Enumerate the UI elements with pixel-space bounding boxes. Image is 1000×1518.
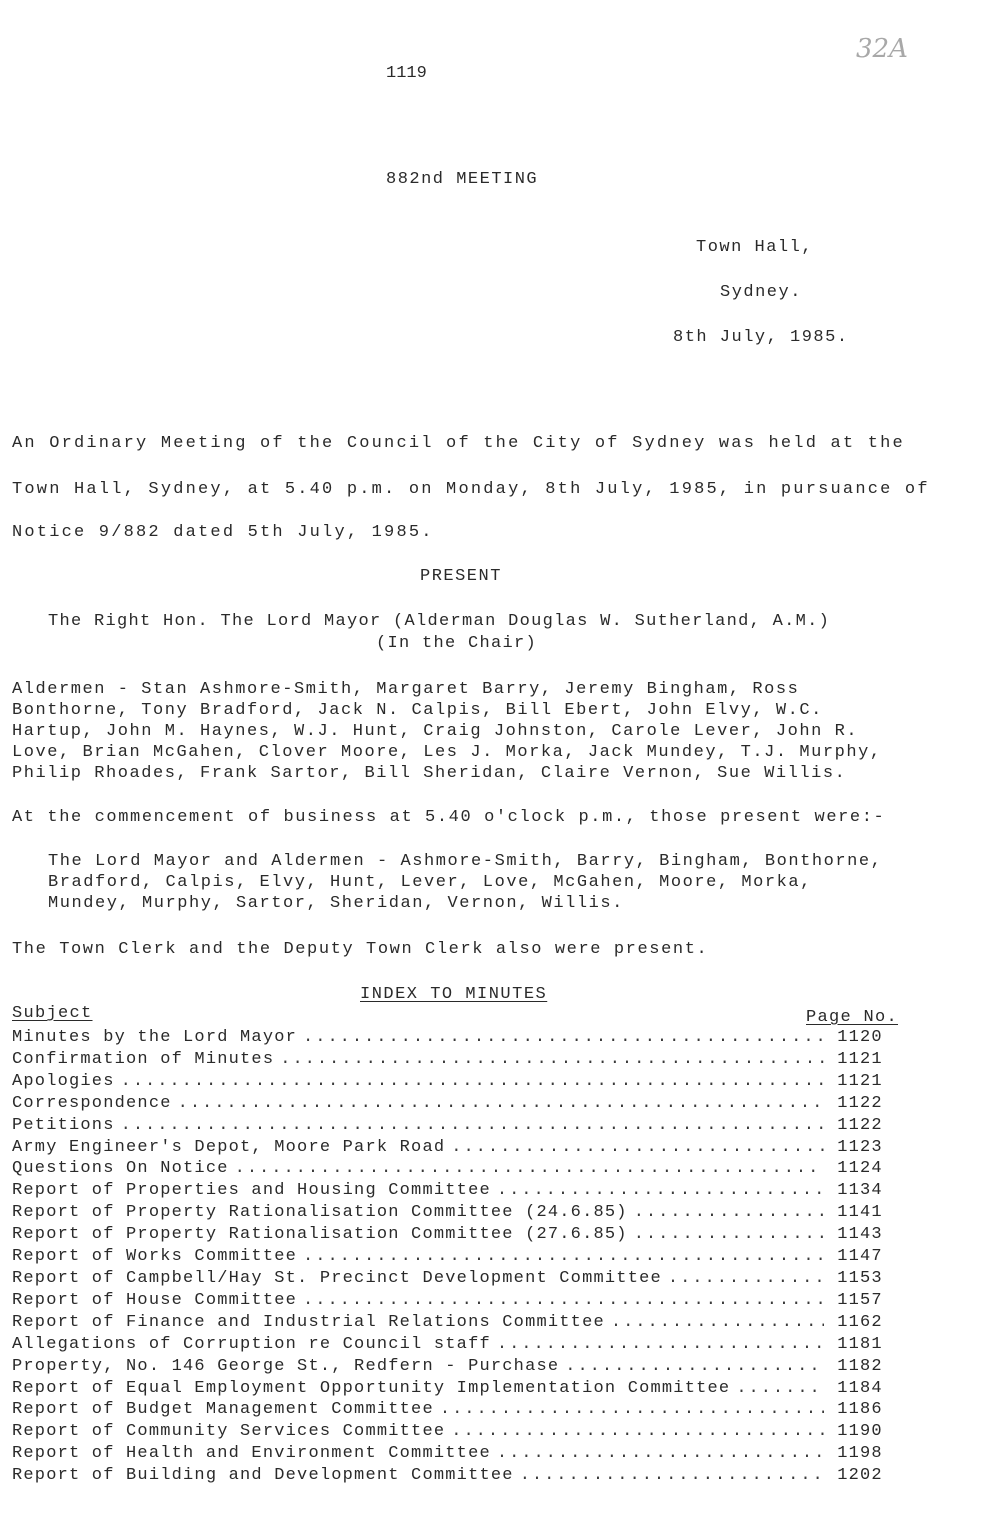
index-subject: Report of Building and Development Committee (12, 1466, 514, 1486)
index-row (12, 1268, 890, 1290)
index-subject: Report of Finance and Industrial Relations Committee (12, 1312, 605, 1332)
leader-dots (451, 1421, 824, 1443)
aldermen-line: Bonthorne, Tony Bradford, Jack N. Calpis, Bill Ebert, John Elvy, W.C. (12, 701, 823, 720)
index-row (12, 1312, 890, 1334)
intro-line-2: Town Hall, Sydney, at 5.40 p.m. on Monday, 8th July, 1985, in pursuance of (12, 480, 930, 499)
index-row (12, 1093, 890, 1115)
index-page-header: Page No. (806, 1008, 899, 1027)
leader-dots (634, 1224, 824, 1246)
leader-dots (497, 1180, 824, 1202)
index-row (12, 1334, 890, 1356)
present-heading: PRESENT (420, 567, 502, 586)
index-page: 1122 (837, 1093, 883, 1113)
index-subject: Army Engineer's Depot, Moore Park Road (12, 1137, 446, 1157)
index-page: 1143 (837, 1225, 883, 1245)
index-row (12, 1158, 890, 1180)
index-subject: Report of Property Rationalisation Committee (24.6.85) (12, 1203, 628, 1223)
clerks-line: The Town Clerk and the Deputy Town Clerk also were present. (12, 940, 709, 959)
aldermen-line: Love, Brian McGahen, Clover Moore, Les J. Morka, Jack Mundey, T.J. Murphy, (12, 743, 882, 762)
index-row (12, 1049, 890, 1071)
page-number: 1119 (386, 64, 427, 83)
index-row (12, 1180, 890, 1202)
index-page: 1181 (837, 1334, 883, 1354)
index-subject: Report of Equal Employment Opportunity Implementation Committee (12, 1378, 731, 1398)
leader-dots (634, 1202, 824, 1224)
index-row (12, 1465, 890, 1487)
index-list (12, 1027, 890, 1487)
index-subject-header: Subject (12, 1004, 93, 1023)
index-row (12, 1399, 890, 1421)
chair-line-2: (In the Chair) (376, 634, 538, 653)
aldermen-list (12, 679, 882, 784)
index-page: 1124 (837, 1159, 883, 1179)
leader-dots (611, 1312, 824, 1334)
index-subject: Minutes by the Lord Mayor (12, 1028, 298, 1047)
index-page: 1141 (837, 1203, 883, 1223)
attendees-line: Bradford, Calpis, Elvy, Hunt, Lever, Love, McGahen, Moore, Morka, (48, 873, 812, 892)
index-page: 1121 (837, 1071, 883, 1091)
index-page: 1153 (837, 1268, 883, 1288)
index-row (12, 1027, 890, 1049)
leader-dots (235, 1158, 824, 1180)
intro-line-1: An Ordinary Meeting of the Council of the City of Sydney was held at the (12, 434, 905, 453)
index-page: 1182 (837, 1356, 883, 1376)
index-subject: Petitions (12, 1115, 115, 1135)
index-page: 1157 (837, 1290, 883, 1310)
leader-dots (121, 1071, 824, 1093)
chair-line-1: The Right Hon. The Lord Mayor (Alderman Douglas W. Sutherland, A.M.) (48, 612, 831, 631)
leader-dots (451, 1137, 824, 1159)
leader-dots (303, 1290, 824, 1312)
index-heading: INDEX TO MINUTES (360, 985, 548, 1004)
index-row (12, 1246, 890, 1268)
index-row (12, 1137, 890, 1159)
location-line-1: Town Hall, (696, 238, 814, 257)
leader-dots (668, 1268, 824, 1290)
leader-dots (497, 1334, 824, 1356)
index-page: 1202 (837, 1466, 883, 1486)
index-page: 1122 (837, 1115, 883, 1135)
leader-dots (280, 1049, 824, 1071)
commencement-line: At the commencement of business at 5.40 o'clock p.m., those present were:- (12, 808, 886, 827)
index-subject: Apologies (12, 1071, 115, 1091)
aldermen-line: Aldermen - Stan Ashmore-Smith, Margaret Barry, Jeremy Bingham, Ross (12, 680, 800, 699)
index-page: 1147 (837, 1247, 883, 1267)
aldermen-line: Philip Rhoades, Frank Sartor, Bill Sheridan, Claire Vernon, Sue Willis. (12, 764, 847, 783)
index-subject: Report of Works Committee (12, 1247, 298, 1267)
index-row (12, 1421, 890, 1443)
meeting-title: 882nd MEETING (386, 170, 539, 189)
index-subject: Property, No. 146 George St., Redfern - Purchase (12, 1356, 560, 1376)
aldermen-line: Hartup, John M. Haynes, W.J. Hunt, Craig Johnston, Carole Lever, John R. (12, 722, 859, 741)
leader-dots (440, 1399, 824, 1421)
leader-dots (178, 1093, 824, 1115)
index-subject: Allegations of Corruption re Council staff (12, 1334, 491, 1354)
index-subject: Report of Campbell/Hay St. Precinct Development Committee (12, 1268, 662, 1288)
index-row (12, 1290, 890, 1312)
index-subject: Report of Property Rationalisation Committee (27.6.85) (12, 1225, 628, 1245)
index-page: 1162 (837, 1312, 883, 1332)
index-page: 1120 (837, 1028, 883, 1047)
index-subject: Report of House Committee (12, 1290, 298, 1310)
present-attendees (48, 851, 882, 914)
index-row (12, 1224, 890, 1246)
leader-dots (303, 1246, 824, 1268)
index-subject: Report of Properties and Housing Committee (12, 1181, 491, 1201)
leader-dots (497, 1443, 824, 1465)
index-page: 1190 (837, 1422, 883, 1442)
index-subject: Questions On Notice (12, 1159, 229, 1179)
leader-dots (565, 1356, 824, 1378)
index-subject: Correspondence (12, 1093, 172, 1113)
meeting-date: 8th July, 1985. (673, 328, 849, 347)
index-subject: Report of Health and Environment Committee (12, 1444, 491, 1464)
index-page: 1184 (837, 1378, 883, 1398)
index-page: 1198 (837, 1444, 883, 1464)
handwritten-stamp: 32A (856, 34, 908, 64)
index-subject: Confirmation of Minutes (12, 1049, 275, 1069)
leader-dots (736, 1378, 824, 1400)
index-row (12, 1356, 890, 1378)
index-row (12, 1202, 890, 1224)
index-page: 1121 (837, 1049, 883, 1069)
index-row (12, 1378, 890, 1400)
attendees-line: The Lord Mayor and Aldermen - Ashmore-Smith, Barry, Bingham, Bonthorne, (48, 852, 883, 871)
index-page: 1123 (837, 1137, 883, 1157)
index-page: 1186 (837, 1400, 883, 1420)
leader-dots (121, 1115, 824, 1137)
index-page: 1134 (837, 1181, 883, 1201)
index-row (12, 1071, 890, 1093)
intro-line-3: Notice 9/882 dated 5th July, 1985. (12, 523, 434, 542)
index-subject: Report of Community Services Committee (12, 1422, 446, 1442)
index-subject: Report of Budget Management Committee (12, 1400, 434, 1420)
location-line-2: Sydney. (720, 283, 802, 302)
leader-dots (303, 1027, 824, 1049)
leader-dots (520, 1465, 824, 1487)
index-row (12, 1443, 890, 1465)
index-row (12, 1115, 890, 1137)
attendees-line: Mundey, Murphy, Sartor, Sheridan, Vernon, Willis. (48, 894, 624, 913)
